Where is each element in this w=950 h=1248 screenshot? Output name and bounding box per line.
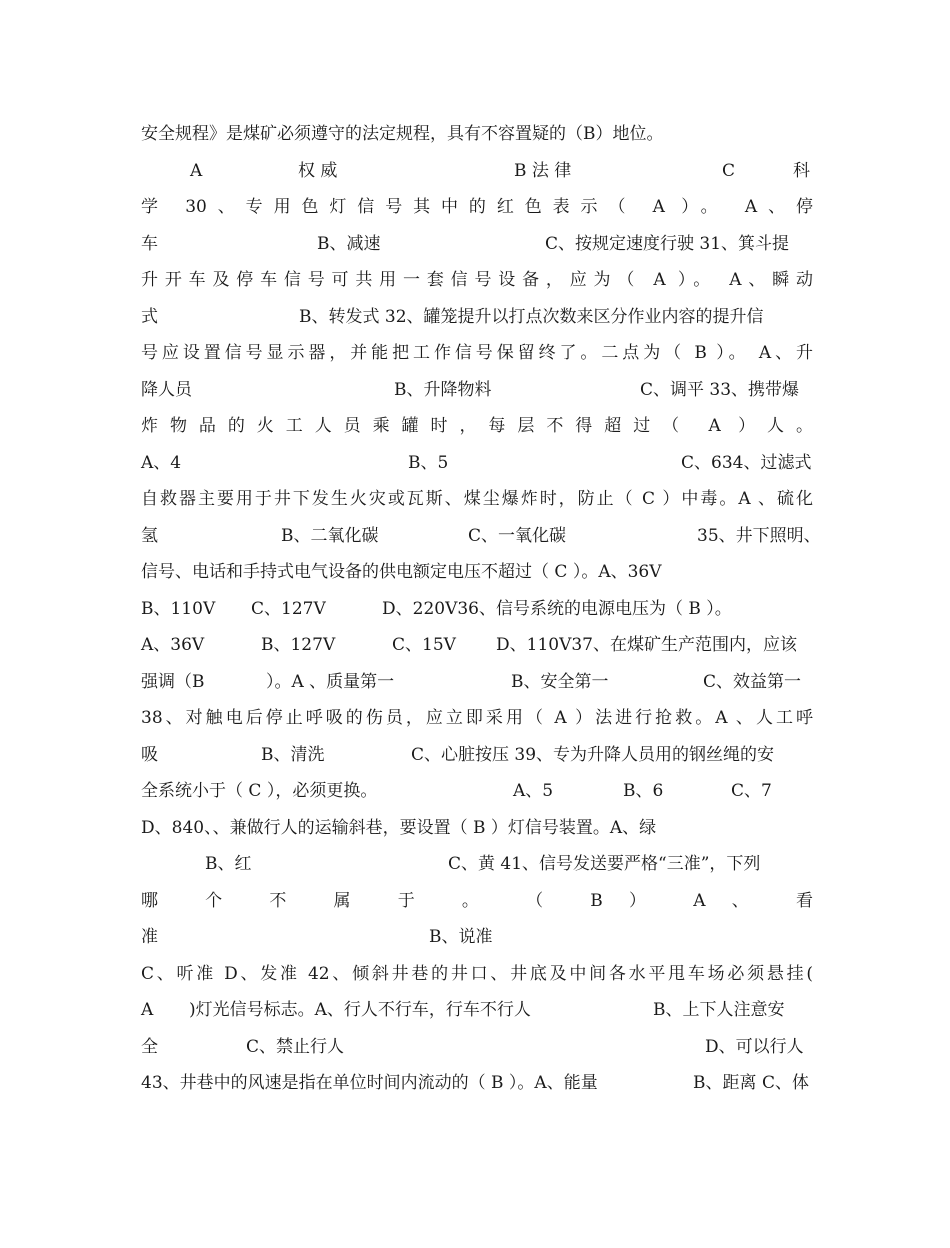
text-line-9: 炸物品的火工人员乘罐时，每层不得超过（ A ）人。 (141, 416, 813, 436)
text-line-1: 安全规程》是煤矿必须遵守的法定规程，具有不容置疑的（B）地位。 (141, 124, 664, 144)
text-line-22: 哪 个 不 属 于 。 （ B ） A 、 看 (141, 890, 813, 911)
text-line-19: 全系统小于（ C ），必须更换。 A、5 B、6 C、7 (141, 781, 772, 801)
body-text (141, 116, 821, 1102)
text-line-21: B、红 C、黄 41、信号发送要严格“三准”，下列 (205, 854, 761, 874)
text-line-15: A、36V B、127V C、15V D、110V37、在煤矿生产范围内，应该 (141, 635, 797, 655)
text-line-8: 降人员 B、升降物料 C、调平 33、携带爆 (141, 379, 800, 400)
text-line-7: 号应设置信号显示器，并能把工作信号保留终了。二点为（ B ）。 A、升 (141, 343, 813, 363)
text-line-16: 强调（B ）。A 、质量第一 B、安全第一 C、效益第一 (141, 671, 802, 692)
text-line-25: A )灯光信号标志。A、行人不行车，行车不行人 B、上下人注意安 (141, 1000, 785, 1020)
text-line-26: 全 C、禁止行人 D、可以行人 (141, 1036, 804, 1057)
text-line-3: 学 30、专用色灯信号其中的红色表示（ A ）。 A、停 (141, 197, 813, 217)
text-line-13: 信号、电话和手持式电气设备的供电额定电压不超过（ C ）。A、36V (141, 562, 662, 582)
text-line-10: A、4 B、5 C、634、过滤式 (141, 452, 812, 473)
text-line-17: 38、对触电后停止呼吸的伤员，应立即采用（ A ）法进行抢救。A 、人工呼 (141, 708, 813, 728)
text-line-5: 升开车及停车信号可共用一套信号设备，应为（ A ）。 A、瞬动 (141, 270, 813, 290)
text-line-24: C、听准 D、发准 42、倾斜井巷的井口、井底及中间各水平甩车场必须悬挂( (141, 963, 813, 984)
text-line-20: D、840、、兼做行人的运输斜巷，要设置（ B ）灯信号装置。A、绿 (141, 817, 657, 838)
text-line-6: 式 B、转发式 32、罐笼提升以打点次数来区分作业内容的提升信 (141, 306, 764, 327)
text-line-4: 车 B、减速 C、按规定速度行驶 31、箕斗提 (141, 233, 790, 254)
text-line-18: 吸 B、清洗 C、心脏按压 39、专为升降人员用的钢丝绳的安 (141, 744, 775, 765)
text-line-14: B、110V C、127V D、220V36、信号系统的电源电压为（ B ）。 (141, 598, 732, 619)
text-line-23: 准 B、说准 (141, 927, 493, 947)
text-line-11: 自救器主要用于井下发生火灾或瓦斯、煤尘爆炸时，防止（ C ）中毒。A 、硫化 (141, 489, 813, 509)
text-line-27: 43、井巷中的风速是指在单位时间内流动的（ B ）。A、能量 B、距离 C、体 (141, 1073, 810, 1093)
text-line-12: 氢 B、二氧化碳 C、一氧化碳 35、井下照明、 (141, 525, 821, 546)
text-line-2: A 权 威 B 法 律 C 科 (190, 160, 810, 181)
